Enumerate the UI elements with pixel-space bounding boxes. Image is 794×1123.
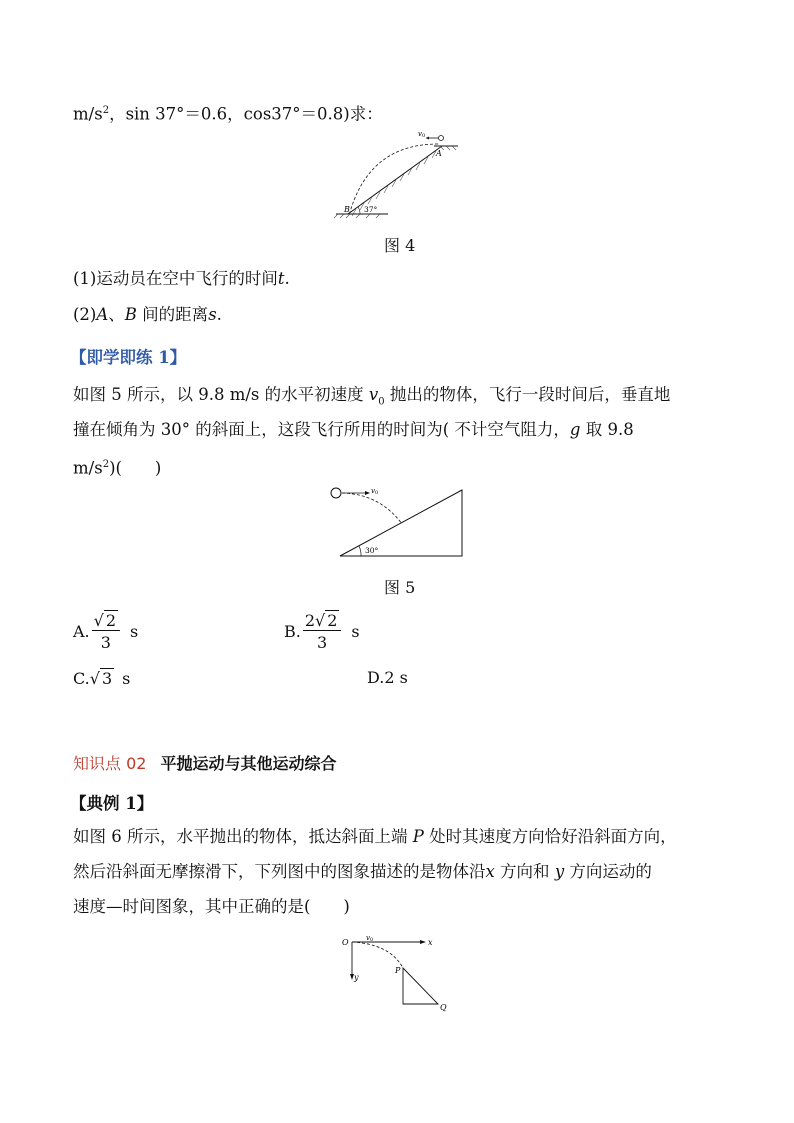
svg-text:0: 0: [422, 133, 426, 139]
fig5-v0-label: v: [371, 487, 375, 495]
svg-text:0: 0: [375, 490, 379, 496]
fig4-label-B: B: [344, 205, 350, 214]
practice-line-2: 撞在倾角为 30° 的斜面上，这段飞行所用的时间为( 不计空气阻力，g 取 9.8: [73, 420, 634, 439]
figure-4-caption: 图 4: [384, 236, 416, 255]
option-c[interactable]: C. √ 3 s: [73, 668, 131, 688]
practice-line-3: $m/s^2$)( ): [73, 458, 162, 478]
svg-text:0: 0: [370, 937, 374, 943]
fig5-angle-label: 30°: [365, 546, 379, 555]
practice-line-1: 如图 5 所示，以 9.8 m/s 的水平初速度 $v_0$ 抛出的物体，飞行一段时间后，垂直地: [73, 385, 671, 408]
top-line: $m/s^2$，sin 37°＝0.6，cos37°＝0.8)求：: [73, 104, 383, 124]
fig4-v0-label: v: [418, 130, 422, 138]
fig6-label-x: x: [428, 938, 433, 947]
knowledge-point-heading: 知识点 02 平抛运动与其他运动综合: [73, 754, 337, 773]
figure-5-caption: 图 5: [384, 578, 416, 597]
fig6-label-y: y: [354, 973, 359, 982]
option-a[interactable]: A. √ 2 3 s: [73, 611, 139, 652]
example-heading: 【典例 1】: [70, 794, 154, 813]
question-2: (2)A、B 间的距离s.: [73, 305, 222, 324]
figure-6: [340, 930, 455, 1015]
fig6-label-P: P: [395, 966, 401, 975]
example-line-1: 如图 6 所示，水平抛出的物体，抵达斜面上端 P 处时其速度方向恰好沿斜面方向，: [73, 827, 677, 846]
option-b[interactable]: B. 2 √ 2 3 s: [284, 610, 360, 652]
example-line-3: 速度—时间图象，其中正确的是( ): [73, 897, 350, 916]
figure-4: [330, 130, 470, 225]
figure-5: [325, 482, 470, 564]
practice-heading: 【即学即练 1】: [70, 348, 187, 367]
question-1: (1)运动员在空中飞行的时间t.: [73, 269, 290, 288]
fig6-label-Q: Q: [440, 1003, 447, 1012]
fig6-v0-label: v: [366, 934, 370, 942]
example-line-2: 然后沿斜面无摩擦滑下，下列图中的图象描述的是物体沿x 方向和 y 方向运动的: [73, 862, 652, 881]
fig4-angle-label: 37°: [364, 205, 378, 214]
option-d[interactable]: D.2 s: [367, 668, 408, 687]
fig6-label-O: O: [342, 938, 349, 947]
fig4-label-A: A: [436, 149, 442, 158]
